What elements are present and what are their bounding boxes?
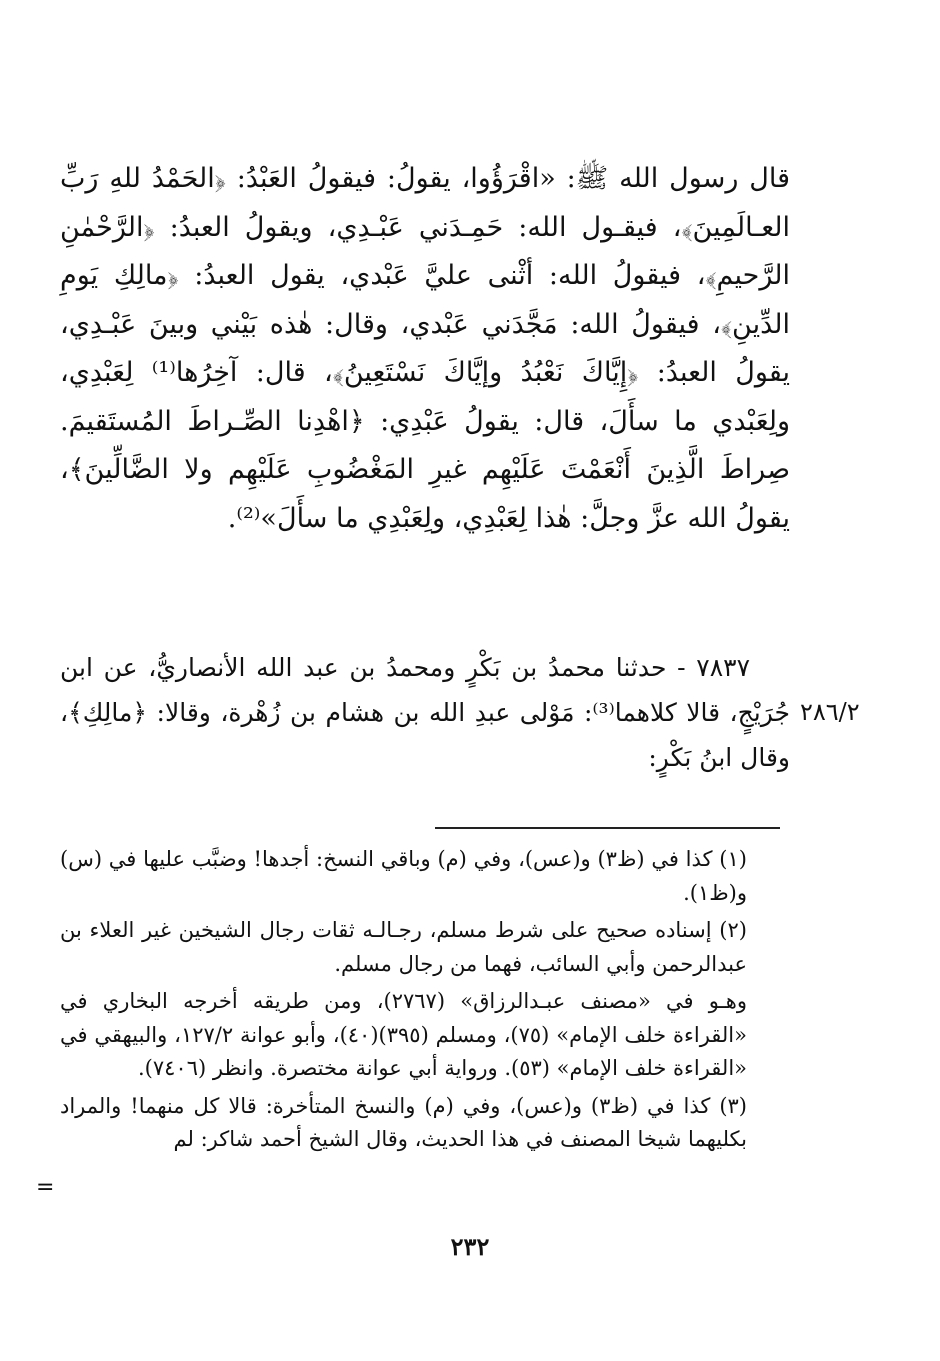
- page-number: ٢٣٢: [450, 1232, 490, 1261]
- footnotes: [60, 843, 785, 1161]
- footnote-2-continued: وهـو في «مصنف عبـدالرزاق» (٢٧٦٧)، ومن طريقه أخرجه البخاري في «القراءة خلف الإمام» (٧٥)، ومسلم (٣٩٥)(٤٠)، وأبو عوانة ١٢٧/٢، والبيهقي في «القراءة خلف الإمام» (٥٣). ورواية أبي عوانة مختصرة. وانظر (٧٤٠٦).: [60, 989, 747, 1080]
- hadith-paragraph: [60, 645, 790, 780]
- footnote-1: (١) كذا في (ظ٣) و(عس)، وفي (م) وباقي النسخ: أجدها! وضبَّب عليها في (س) و(ظ١).: [60, 847, 747, 905]
- hadith-text: ٧٨٣٧ - حدثنا محمدُ بن بَكْرٍ ومحمدُ بن عبد الله الأنصاريُّ، عن ابن جُرَيْجٍ، قالا كلاهما⁽³⁾: مَوْلى عبدِ الله بن هشام بن زُهْرة، وقالا: ﴿مالِكِ﴾، وقال ابنُ بَكْرٍ:: [60, 653, 790, 772]
- margin-reference: ٢٨٦/٢: [800, 698, 860, 726]
- footnote-2: (٢) إسناده صحيح على شرط مسلم، رجـالـه ثقات رجال الشيخين غير العلاء بن عبدالرحمن وأبي السائب، فهما من رجال مسلم.: [60, 918, 747, 976]
- footnote-divider: [435, 827, 780, 829]
- footnote-3: (٣) كذا في (ظ٣) و(عس)، وفي (م) والنسخ المتأخرة: قالا كل منهما! والمراد بكليهما شيخا المصنف في هذا الحديث، وقال الشيخ أحمد شاكر: لم: [60, 1093, 747, 1151]
- main-text: قال رسول الله ﷺ: «اقْرَؤُوا، يقولُ: فيقولُ العَبْدُ: ﴿الحَمْدُ للهِ رَبِّ العـالَمِينَ﴾، فيقـول الله: حَمِـدَني عَبْـدِي، ويقولُ العبدُ: ﴿الرَّحْمٰنِ الرَّحيمِ﴾، فيقولُ الله: أثْنى عليَّ عَبْدي، يقول العبدُ: ﴿مالِكِ يَومِ الدِّينِ﴾، فيقولُ الله: مَجَّدَني عَبْدي، وقال: هٰذه بَيْني وبينَ عَبْـدِي، يقولُ العبدُ: ﴿إِيَّاكَ نَعْبُدُ وإيَّاكَ نَسْتَعِينُ﴾، قال: آخِرُها⁽¹⁾ لِعَبْدِي، ولِعَبْدي ما سأَلَ، قال: يقولُ عَبْدِي: ﴿اهْدِنا الصِّـراطَ المُستَقيمَ. صِراطَ الَّذِينَ أَنْعَمْتَ عَلَيْهِم غيرِ المَغْضُوبِ عَلَيْهِم ولا الضَّالِّينَ﴾، يقولُ الله عزَّ وجلَّ: هٰذا لِعَبْدِي، ولِعَبْدِي ما سأَلَ»⁽²⁾.: [60, 163, 790, 534]
- continuation-mark: =: [36, 1175, 55, 1200]
